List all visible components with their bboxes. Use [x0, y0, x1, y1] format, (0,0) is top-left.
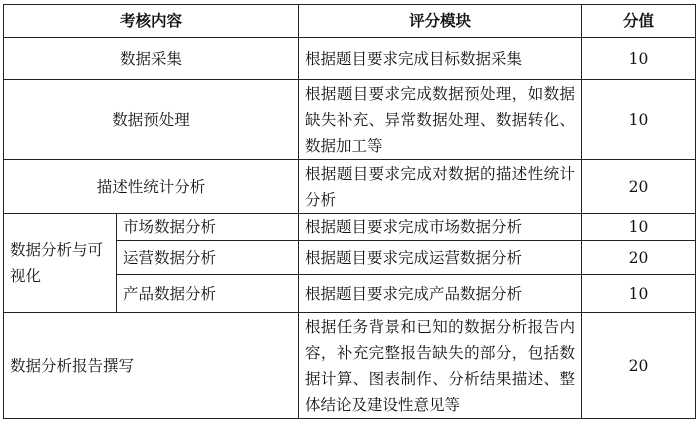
subcontent-cell: 运营数据分析 [117, 241, 299, 275]
criteria-cell: 根据题目要求完成数据预处理，如数据缺失补充、异常数据处理、数据转化、数据加工等 [299, 80, 582, 160]
criteria-cell: 根据题目要求完成目标数据采集 [299, 38, 582, 80]
score-cell: 20 [582, 313, 696, 419]
criteria-cell: 根据题目要求完成产品数据分析 [299, 275, 582, 313]
table-row [4, 38, 696, 80]
subcontent-cell: 市场数据分析 [117, 214, 299, 241]
table-row [4, 80, 696, 160]
score-cell: 10 [582, 214, 696, 241]
score-cell: 10 [582, 275, 696, 313]
content-cell: 数据采集 [4, 38, 299, 80]
header-row [4, 5, 696, 38]
criteria-cell: 根据题目要求完成对数据的描述性统计分析 [299, 160, 582, 214]
criteria-cell: 根据题目要求完成运营数据分析 [299, 241, 582, 275]
subcontent-cell: 产品数据分析 [117, 275, 299, 313]
header-content: 考核内容 [4, 5, 299, 38]
header-score: 分值 [582, 5, 696, 38]
header-criteria: 评分模块 [299, 5, 582, 38]
score-cell: 10 [582, 80, 696, 160]
table-row [4, 214, 696, 241]
content-cell: 数据预处理 [4, 80, 299, 160]
criteria-cell: 根据任务背景和已知的数据分析报告内容，补充完整报告缺失的部分，包括数据计算、图表制作、分析结果描述、整体结论及建设性意见等 [299, 313, 582, 419]
score-cell: 20 [582, 160, 696, 214]
group-cell: 数据分析与可视化 [4, 214, 117, 313]
grading-table [3, 4, 696, 419]
content-cell: 数据分析报告撰写 [4, 313, 299, 419]
table-row [4, 160, 696, 214]
score-cell: 20 [582, 241, 696, 275]
table-row [4, 313, 696, 419]
content-cell: 描述性统计分析 [4, 160, 299, 214]
criteria-cell: 根据题目要求完成市场数据分析 [299, 214, 582, 241]
score-cell: 10 [582, 38, 696, 80]
